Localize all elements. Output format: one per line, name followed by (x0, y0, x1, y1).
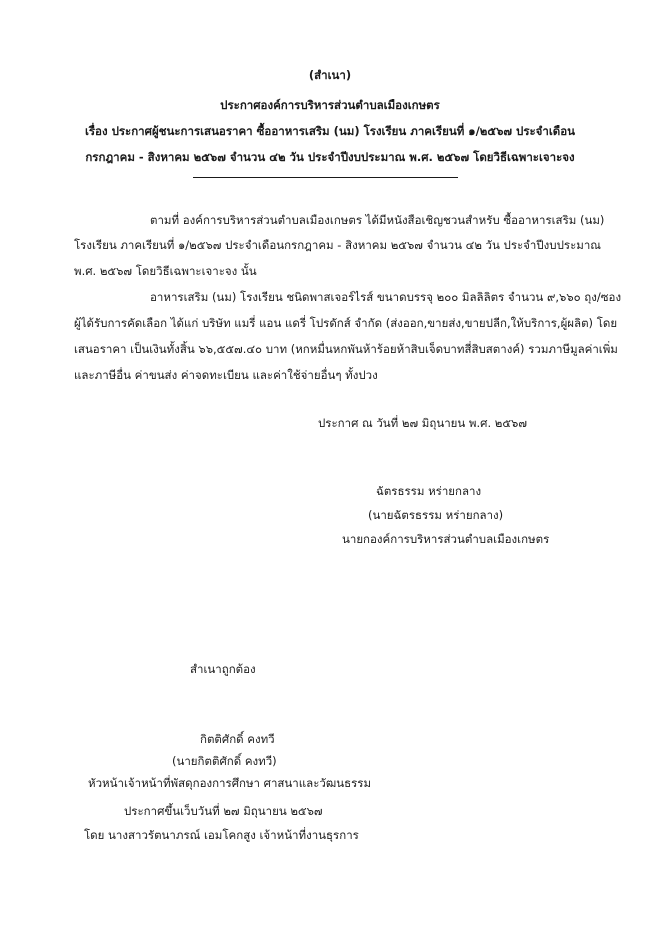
para2-line-4: และภาษีอื่น ค่าขนส่ง ค่าจดทะเบียน และค่าใช้จ่ายอื่นๆ ทั้งปวง (74, 368, 378, 382)
para1-line-1: ตามที่ องค์การบริหารส่วนตำบลเมืองเกษตร ได้มีหนังสือเชิญชวนสำหรับ ซื้ออาหารเสริม (นม) (150, 213, 605, 227)
copy-mark: (สำเนา) (308, 68, 352, 82)
header-divider (193, 177, 458, 178)
posted-date: ประกาศขึ้นเว็บวันที่ ๒๗ มิถุนายน ๒๕๖๗ (124, 804, 323, 818)
para1-line-3: พ.ศ. ๒๕๖๗ โดยวิธีเฉพาะเจาะจง นั้น (74, 264, 257, 278)
signer-position: นายกองค์การบริหารส่วนตำบลเมืองเกษตร (342, 532, 550, 546)
certifier-position: หัวหน้าเจ้าหน้าที่พัสดุกองการศึกษา ศาสนาและวัฒนธรรม (88, 776, 372, 790)
announce-date: ประกาศ ณ วันที่ ๒๗ มิถุนายน พ.ศ. ๒๕๖๗ (318, 416, 527, 430)
para2-line-1: อาหารเสริม (นม) โรงเรียน ชนิดพาสเจอร์ไรส์ ขนาดบรรจุ ๒๐๐ มิลลิลิตร จำนวน ๙,๖๖๐ ถุง/ซอง (150, 290, 622, 304)
subject-line-1: เรื่อง ประกาศผู้ชนะการเสนอราคา ซื้ออาหารเสริม (นม) โรงเรียน ภาคเรียนที่ ๑/๒๕๖๗ ประจำเดือน (84, 124, 576, 138)
para2-line-3: เสนอราคา เป็นเงินทั้งสิ้น ๖๖,๕๕๗.๔๐ บาท (หกหมื่นหกพันห้าร้อยห้าสิบเจ็ดบาทสี่สิบสตางค์) รวมภาษีมูลค่าเพิ่ม (74, 342, 618, 356)
para1-line-2: โรงเรียน ภาคเรียนที่ ๑/๒๕๖๗ ประจำเดือนกรกฎาคม - สิงหาคม ๒๕๖๗ จำนวน ๔๒ วัน ประจำปีงบประมาณ (74, 238, 601, 252)
para2-line-2: ผู้ได้รับการคัดเลือก ได้แก่ บริษัท แมรี่ แอน แดรี่ โปรดักส์ จำกัด (ส่งออก,ขายส่ง,ขายปลีก,ให้บริการ,ผู้ผลิต) โดย (74, 316, 618, 330)
subject-line-2: กรกฎาคม - สิงหาคม ๒๕๖๗ จำนวน ๔๒ วัน ประจำปีงบประมาณ พ.ศ. ๒๕๖๗ โดยวิธีเฉพาะเจาะจง (85, 150, 575, 164)
signer-signature: ฉัตรธรรม หร่ายกลาง (376, 484, 482, 498)
certifier-signature: กิตติศักดิ์ คงทวี (200, 732, 275, 746)
certified-copy-label: สำเนาถูกต้อง (190, 662, 256, 676)
certifier-full-name: (นายกิตติศักดิ์ คงทวี) (172, 754, 277, 768)
announcement-title: ประกาศองค์การบริหารส่วนตำบลเมืองเกษตร (220, 98, 440, 112)
posted-by: โดย นางสาวรัตนาภรณ์ เอมโคกสูง เจ้าหน้าที่งานธุรการ (84, 828, 359, 842)
signer-full-name: (นายฉัตรธรรม หร่ายกลาง) (368, 508, 504, 522)
